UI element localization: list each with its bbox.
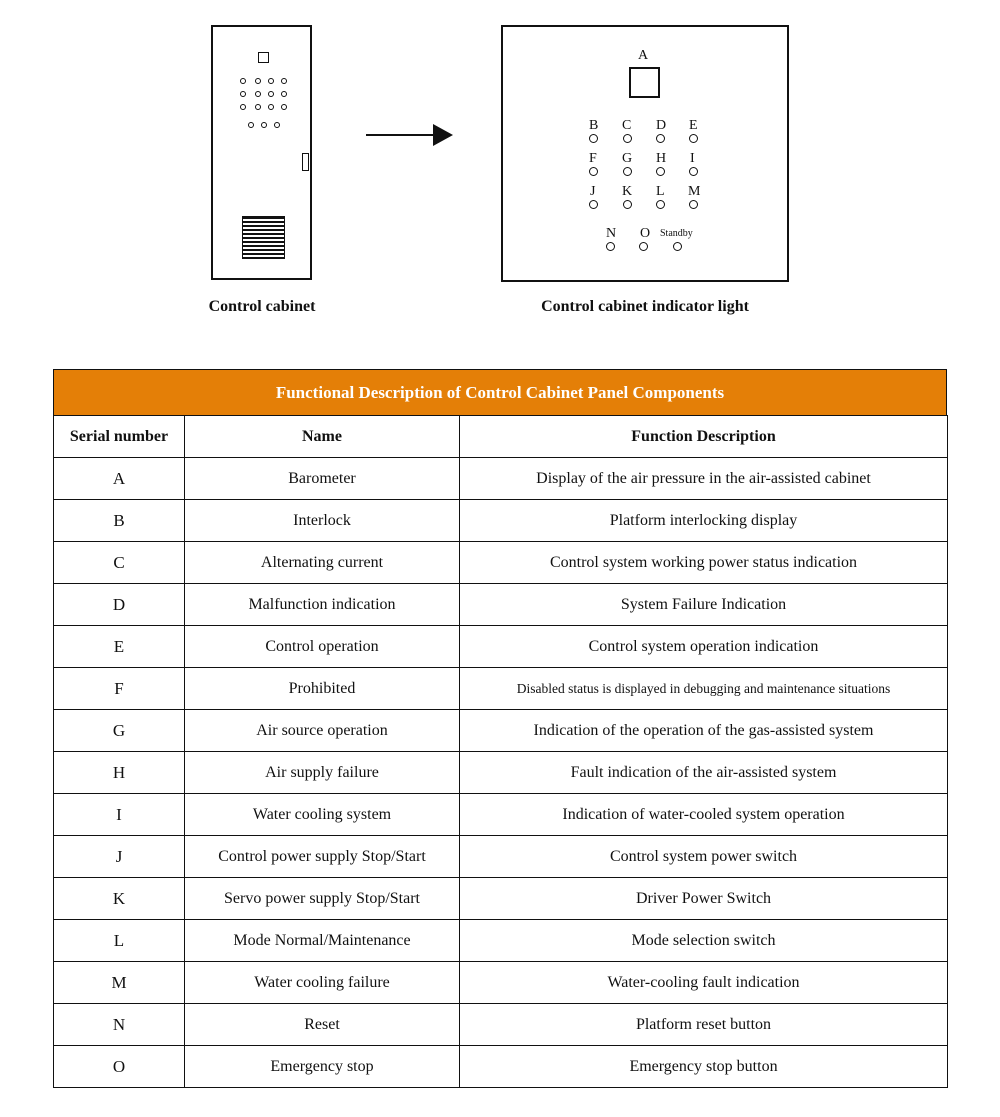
panel-label-o: O [640, 226, 651, 241]
table-row [54, 836, 948, 878]
components-grid [53, 415, 948, 1088]
cabinet-indicator-dot [268, 91, 274, 97]
row-serial-cell: D [54, 584, 185, 626]
row-name-cell: Alternating current [185, 542, 460, 584]
panel-label-h: H [656, 151, 667, 166]
lamp-o-emergency [639, 242, 648, 251]
row-serial-cell: A [54, 458, 185, 500]
table-title: Functional Description of Control Cabinet Panel Components [53, 369, 947, 415]
row-description-cell: Emergency stop button [460, 1046, 948, 1088]
row-name-cell: Malfunction indication [185, 584, 460, 626]
table-row [54, 500, 948, 542]
lamp-e [689, 134, 698, 143]
row-description-cell: Mode selection switch [460, 920, 948, 962]
row-description-cell: Indication of water-cooled system operation [460, 794, 948, 836]
arrow-right-icon [433, 124, 453, 146]
table-row [54, 1004, 948, 1046]
row-description-cell: Platform reset button [460, 1004, 948, 1046]
header-name: Name [185, 416, 460, 458]
panel-label-f: F [589, 151, 597, 166]
panel-label-g: G [622, 151, 633, 166]
panel-label-j: J [590, 184, 596, 199]
cabinet-indicator-dot [240, 91, 246, 97]
row-description-cell: System Failure Indication [460, 584, 948, 626]
row-name-cell: Air source operation [185, 710, 460, 752]
lamp-standby [673, 242, 682, 251]
panel-label-standby: Standby [660, 228, 693, 239]
row-serial-cell: L [54, 920, 185, 962]
panel-caption: Control cabinet indicator light [541, 298, 749, 315]
row-serial-cell: K [54, 878, 185, 920]
lamp-g [623, 167, 632, 176]
table-row [54, 752, 948, 794]
lamp-c [623, 134, 632, 143]
row-serial-cell: O [54, 1046, 185, 1088]
row-name-cell: Prohibited [185, 668, 460, 710]
cabinet-indicator-dot [281, 91, 287, 97]
lamp-i [689, 167, 698, 176]
row-serial-cell: G [54, 710, 185, 752]
table-row [54, 710, 948, 752]
cabinet-indicator-dot [255, 78, 261, 84]
table-row [54, 542, 948, 584]
cabinet-indicator-dot [268, 78, 274, 84]
row-serial-cell: F [54, 668, 185, 710]
lamp-j [589, 200, 598, 209]
row-description-cell: Indication of the operation of the gas-assisted system [460, 710, 948, 752]
table-row [54, 962, 948, 1004]
table-row [54, 626, 948, 668]
panel-label-k: K [622, 184, 633, 199]
table-row [54, 458, 948, 500]
row-serial-cell: N [54, 1004, 185, 1046]
panel-label-l: L [656, 184, 665, 199]
cabinet-door-handle [302, 153, 309, 171]
table-header-row [54, 416, 948, 458]
lamp-b [589, 134, 598, 143]
arrow-line [366, 134, 438, 136]
row-name-cell: Reset [185, 1004, 460, 1046]
cabinet-indicator-dot [281, 78, 287, 84]
table-row [54, 1046, 948, 1088]
panel-label-d: D [656, 118, 667, 133]
row-description-cell: Disabled status is displayed in debugging and maintenance situations [460, 668, 948, 710]
row-description-cell: Display of the air pressure in the air-assisted cabinet [460, 458, 948, 500]
table-row [54, 794, 948, 836]
lamp-n-reset [606, 242, 615, 251]
cabinet-vent-grille [242, 216, 285, 259]
lamp-m [689, 200, 698, 209]
row-description-cell: Driver Power Switch [460, 878, 948, 920]
cabinet-caption: Control cabinet [208, 298, 316, 315]
row-name-cell: Control operation [185, 626, 460, 668]
row-name-cell: Water cooling system [185, 794, 460, 836]
cabinet-indicator-dot [255, 104, 261, 110]
panel-label-a: A [638, 48, 649, 63]
row-name-cell: Water cooling failure [185, 962, 460, 1004]
panel-label-c: C [622, 118, 632, 133]
lamp-h [656, 167, 665, 176]
row-name-cell: Servo power supply Stop/Start [185, 878, 460, 920]
cabinet-indicator-dot [268, 104, 274, 110]
cabinet-gauge-square [258, 52, 269, 63]
table-row [54, 920, 948, 962]
row-description-cell: Control system operation indication [460, 626, 948, 668]
row-serial-cell: C [54, 542, 185, 584]
cabinet-indicator-dot [240, 78, 246, 84]
table-row [54, 878, 948, 920]
row-name-cell: Interlock [185, 500, 460, 542]
lamp-d [656, 134, 665, 143]
barometer-gauge [629, 67, 660, 98]
row-description-cell: Water-cooling fault indication [460, 962, 948, 1004]
row-serial-cell: E [54, 626, 185, 668]
row-name-cell: Control power supply Stop/Start [185, 836, 460, 878]
row-name-cell: Air supply failure [185, 752, 460, 794]
table-row [54, 584, 948, 626]
lamp-l [656, 200, 665, 209]
lamp-f [589, 167, 598, 176]
control-cabinet-drawing [211, 25, 312, 280]
row-name-cell: Emergency stop [185, 1046, 460, 1088]
cabinet-indicator-dot [281, 104, 287, 110]
indicator-panel-drawing [501, 25, 789, 282]
row-serial-cell: M [54, 962, 185, 1004]
cabinet-indicator-dot [240, 104, 246, 110]
row-serial-cell: I [54, 794, 185, 836]
cabinet-indicator-dot [274, 122, 280, 128]
header-serial-number: Serial number [54, 416, 185, 458]
row-description-cell: Platform interlocking display [460, 500, 948, 542]
table-row [54, 668, 948, 710]
row-description-cell: Fault indication of the air-assisted system [460, 752, 948, 794]
panel-label-m: M [688, 184, 701, 199]
cabinet-indicator-dot [248, 122, 254, 128]
row-serial-cell: B [54, 500, 185, 542]
panel-label-i: I [690, 151, 695, 166]
components-table [53, 369, 947, 1088]
lamp-k [623, 200, 632, 209]
row-serial-cell: H [54, 752, 185, 794]
panel-label-b: B [589, 118, 599, 133]
cabinet-indicator-dot [255, 91, 261, 97]
row-name-cell: Mode Normal/Maintenance [185, 920, 460, 962]
row-description-cell: Control system working power status indication [460, 542, 948, 584]
panel-label-e: E [689, 118, 698, 133]
header-function-description: Function Description [460, 416, 948, 458]
row-name-cell: Barometer [185, 458, 460, 500]
panel-label-n: N [606, 226, 617, 241]
row-serial-cell: J [54, 836, 185, 878]
cabinet-indicator-dot [261, 122, 267, 128]
row-description-cell: Control system power switch [460, 836, 948, 878]
